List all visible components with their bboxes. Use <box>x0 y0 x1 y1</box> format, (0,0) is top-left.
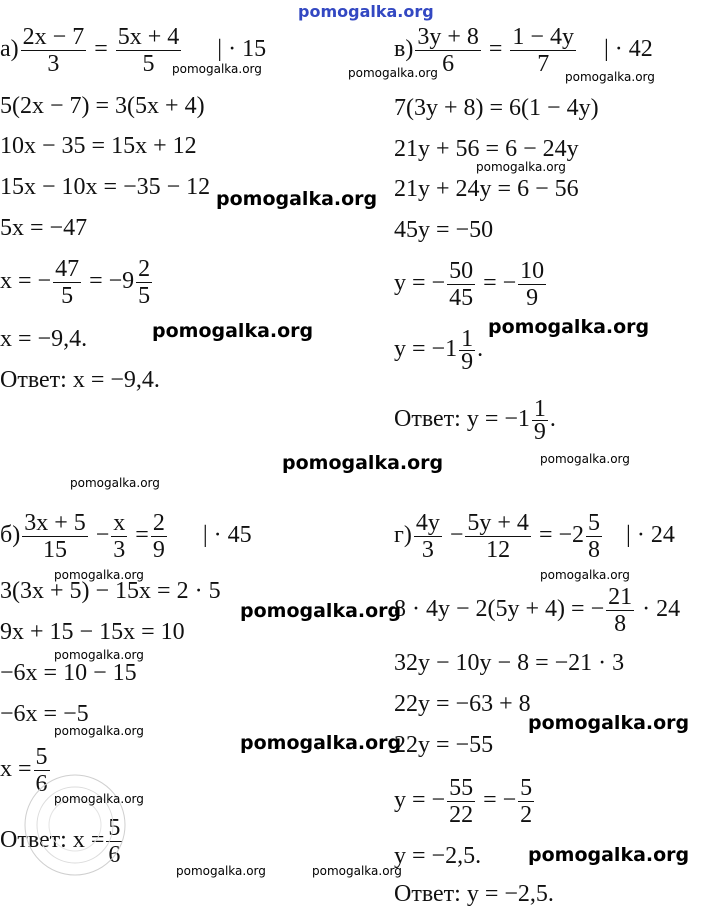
watermark: pomogalka.org <box>70 476 160 490</box>
watermark: pomogalka.org <box>54 648 144 662</box>
v-step-3: 21y + 24y = 6 − 56 <box>394 176 579 202</box>
stamp-icon <box>20 770 150 880</box>
watermark: pomogalka.org <box>540 568 630 582</box>
watermark: pomogalka.org <box>282 452 444 474</box>
b-step-1: 3(3x + 5) − 15x = 2 · 5 <box>0 578 221 604</box>
b-step-2: 9x + 15 − 15x = 10 <box>0 619 185 645</box>
g-step-1: 8 · 4y − 2(5y + 4) = − $\frac{21}{8}$ · 24 <box>394 584 681 637</box>
a-step-5: x = − $\frac{47}{5}$ = −9 $\frac{2}{5}$ <box>0 256 151 309</box>
watermark: pomogalka.org <box>240 600 402 622</box>
watermark: pomogalka.org <box>528 844 690 866</box>
b-answer: Ответ: x = $\frac{5}{6}$ <box>0 815 121 868</box>
watermark: pomogalka.org <box>240 732 402 754</box>
v-step-2: 21y + 56 = 6 − 24y <box>394 136 579 162</box>
v-equation: в) $\frac{3y + 8}{6}$ = $\frac{1 - 4y}{7}$ | · 42 <box>394 24 653 77</box>
watermark: pomogalka.org <box>540 452 630 466</box>
watermark: pomogalka.org <box>172 62 262 76</box>
g-step-5: y = − $\frac{55}{22}$ = − $\frac{5}{2}$ <box>394 775 533 828</box>
watermark: pomogalka.org <box>312 864 402 878</box>
watermark: pomogalka.org <box>54 792 144 806</box>
a-equation: а) $\frac{2x - 7}{3}$ = $\frac{5x + 4}{5}$ | · 15 <box>0 24 267 77</box>
g-step-4: 22y = −55 <box>394 732 494 758</box>
g-multiplier: | · 24 <box>626 522 675 549</box>
header-watermark: pomogalka.org <box>298 2 434 21</box>
watermark: pomogalka.org <box>348 66 438 80</box>
v-step-5: y = − $\frac{50}{45}$ = − $\frac{10}{9}$ <box>394 258 545 311</box>
watermark: pomogalka.org <box>54 568 144 582</box>
v-step-4: 45y = −50 <box>394 217 494 243</box>
g-step-2: 32y − 10y − 8 = −21 · 3 <box>394 650 625 676</box>
g-step-3: 22y = −63 + 8 <box>394 691 531 717</box>
watermark: pomogalka.org <box>54 724 144 738</box>
b-step-4: −6x = −5 <box>0 701 89 727</box>
b-step-3: −6x = 10 − 15 <box>0 660 137 686</box>
a-step-6: x = −9,4. <box>0 326 88 352</box>
v-step-6: y = −1 $\frac{1}{9}$ . <box>394 326 484 375</box>
v-step-1: 7(3y + 8) = 6(1 − 4y) <box>394 95 599 121</box>
b-step-5: x = $\frac{5}{6}$ <box>0 744 48 797</box>
b-multiplier: | · 45 <box>202 522 252 549</box>
watermark: pomogalka.org <box>528 712 690 734</box>
watermark: pomogalka.org <box>176 864 266 878</box>
a-step-2: 10x − 35 = 15x + 12 <box>0 133 197 159</box>
g-step-6: y = −2,5. <box>394 843 482 869</box>
a-step-3: 15x − 10x = −35 − 12 <box>0 174 211 200</box>
watermark: pomogalka.org <box>152 320 314 342</box>
a-step-4: 5x = −47 <box>0 215 88 241</box>
a-multiplier: | · 15 <box>217 36 267 63</box>
watermark: pomogalka.org <box>216 188 378 210</box>
b-equation: б) $\frac{3x + 5}{15}$ − $\frac{x}{3}$ = $\frac{2}{9}$ | · 45 <box>0 510 252 563</box>
a-step-1: 5(2x − 7) = 3(5x + 4) <box>0 93 205 119</box>
v-answer: Ответ: y = −1 $\frac{1}{9}$ . <box>394 396 556 445</box>
a-answer: Ответ: x = −9,4. <box>0 367 160 393</box>
v-multiplier: | · 42 <box>603 36 653 63</box>
g-answer: Ответ: y = −2,5. <box>394 881 554 907</box>
watermark: pomogalka.org <box>476 160 566 174</box>
g-equation: г) $\frac{4y}{3}$ − $\frac{5y + 4}{12}$ = −2 $\frac{5}{8}$ | · 24 <box>394 510 675 563</box>
watermark: pomogalka.org <box>565 70 655 84</box>
watermark: pomogalka.org <box>488 316 650 338</box>
